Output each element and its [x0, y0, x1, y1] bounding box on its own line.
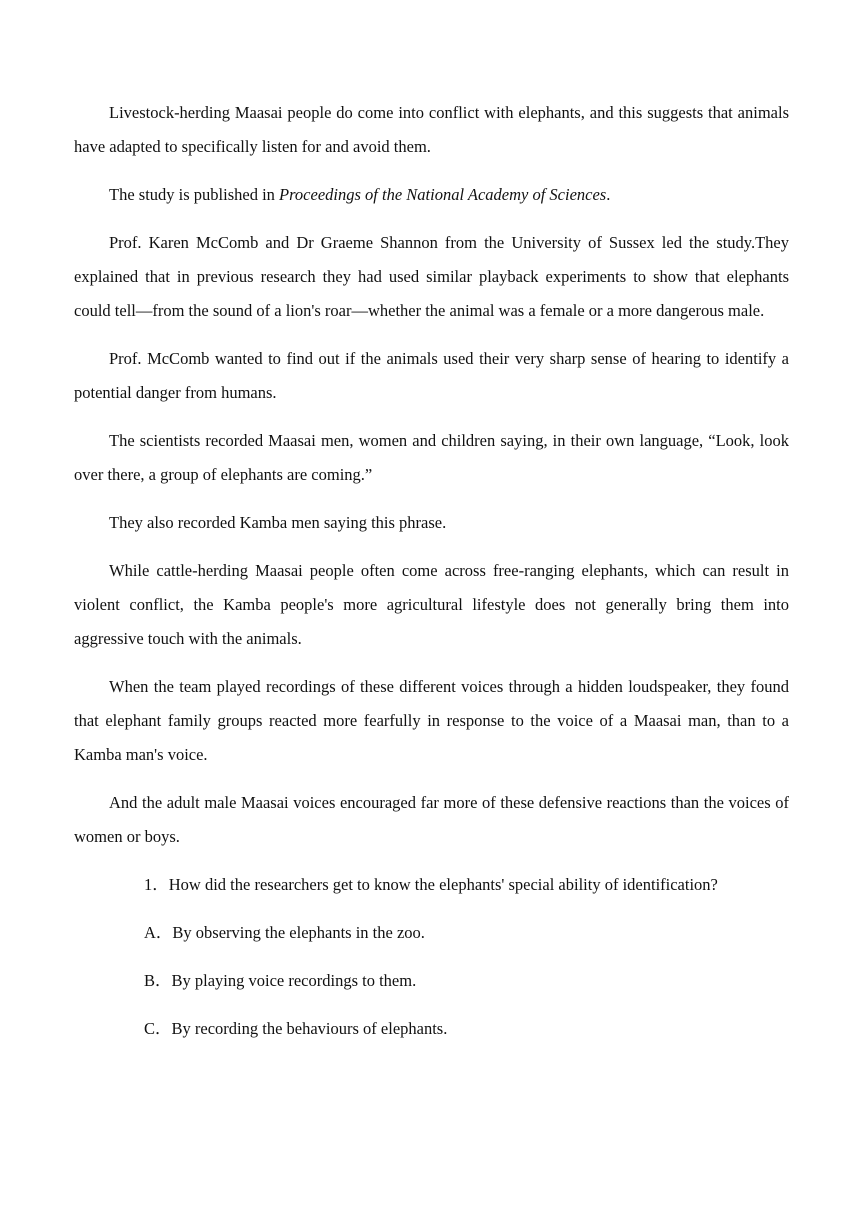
option-a [74, 916, 789, 950]
option-letter: C． [144, 1019, 172, 1038]
paragraph-publication [74, 178, 789, 212]
publication-suffix: . [606, 185, 611, 204]
paragraph-lifestyles: While cattle-herding Maasai people often come across free-ranging elephants, which can result in violent conflict, the Kamba people's more agricultural lifestyle does not generally bring them into aggressive touch with the animals. [74, 561, 789, 648]
paragraph-mccomb-hearing: Prof. McComb wanted to find out if the animals used their very sharp sense of hearing to identify a potential danger from humans. [74, 349, 789, 402]
option-text: By observing the elephants in the zoo. [172, 923, 425, 942]
question-text: How did the researchers get to know the elephants' special ability of identification? [168, 875, 718, 894]
option-b [74, 964, 789, 998]
option-letter: B． [144, 971, 172, 990]
paragraph-adult-male-voices: And the adult male Maasai voices encouraged far more of these defensive reactions than the voices of women or boys. [74, 793, 789, 846]
paragraph-kamba-recording: They also recorded Kamba men saying this phrase. [109, 513, 447, 532]
paragraph-playback-results: When the team played recordings of these different voices through a hidden loudspeaker, they found that elephant family groups reacted more fearfully in response to the voice of a Maasai man, than to a Kamba man's voice. [74, 677, 789, 764]
journal-title: Proceedings of the National Academy of Sciences [279, 185, 607, 204]
document-page [74, 96, 789, 1060]
question-1 [74, 868, 789, 902]
option-c [74, 1012, 789, 1046]
option-text: By recording the behaviours of elephants. [171, 1019, 448, 1038]
paragraph-researchers: Prof. Karen McComb and Dr Graeme Shannon from the University of Sussex led the study.They explained that in previous research they had used similar playback experiments to show that elephants could tell—from the sound of a lion's roar—whether the animal was a female or a more dangerous male. [74, 233, 789, 320]
option-letter: A． [144, 923, 173, 942]
option-text: By playing voice recordings to them. [171, 971, 417, 990]
publication-prefix: The study is published in [109, 185, 280, 204]
paragraph-recordings: The scientists recorded Maasai men, women and children saying, in their own language, “Look, look over there, a group of elephants are coming.” [74, 431, 789, 484]
paragraph-maasai-conflict: Livestock-herding Maasai people do come into conflict with elephants, and this suggests that animals have adapted to specifically listen for and avoid them. [74, 103, 789, 156]
question-number: 1． [144, 875, 169, 894]
